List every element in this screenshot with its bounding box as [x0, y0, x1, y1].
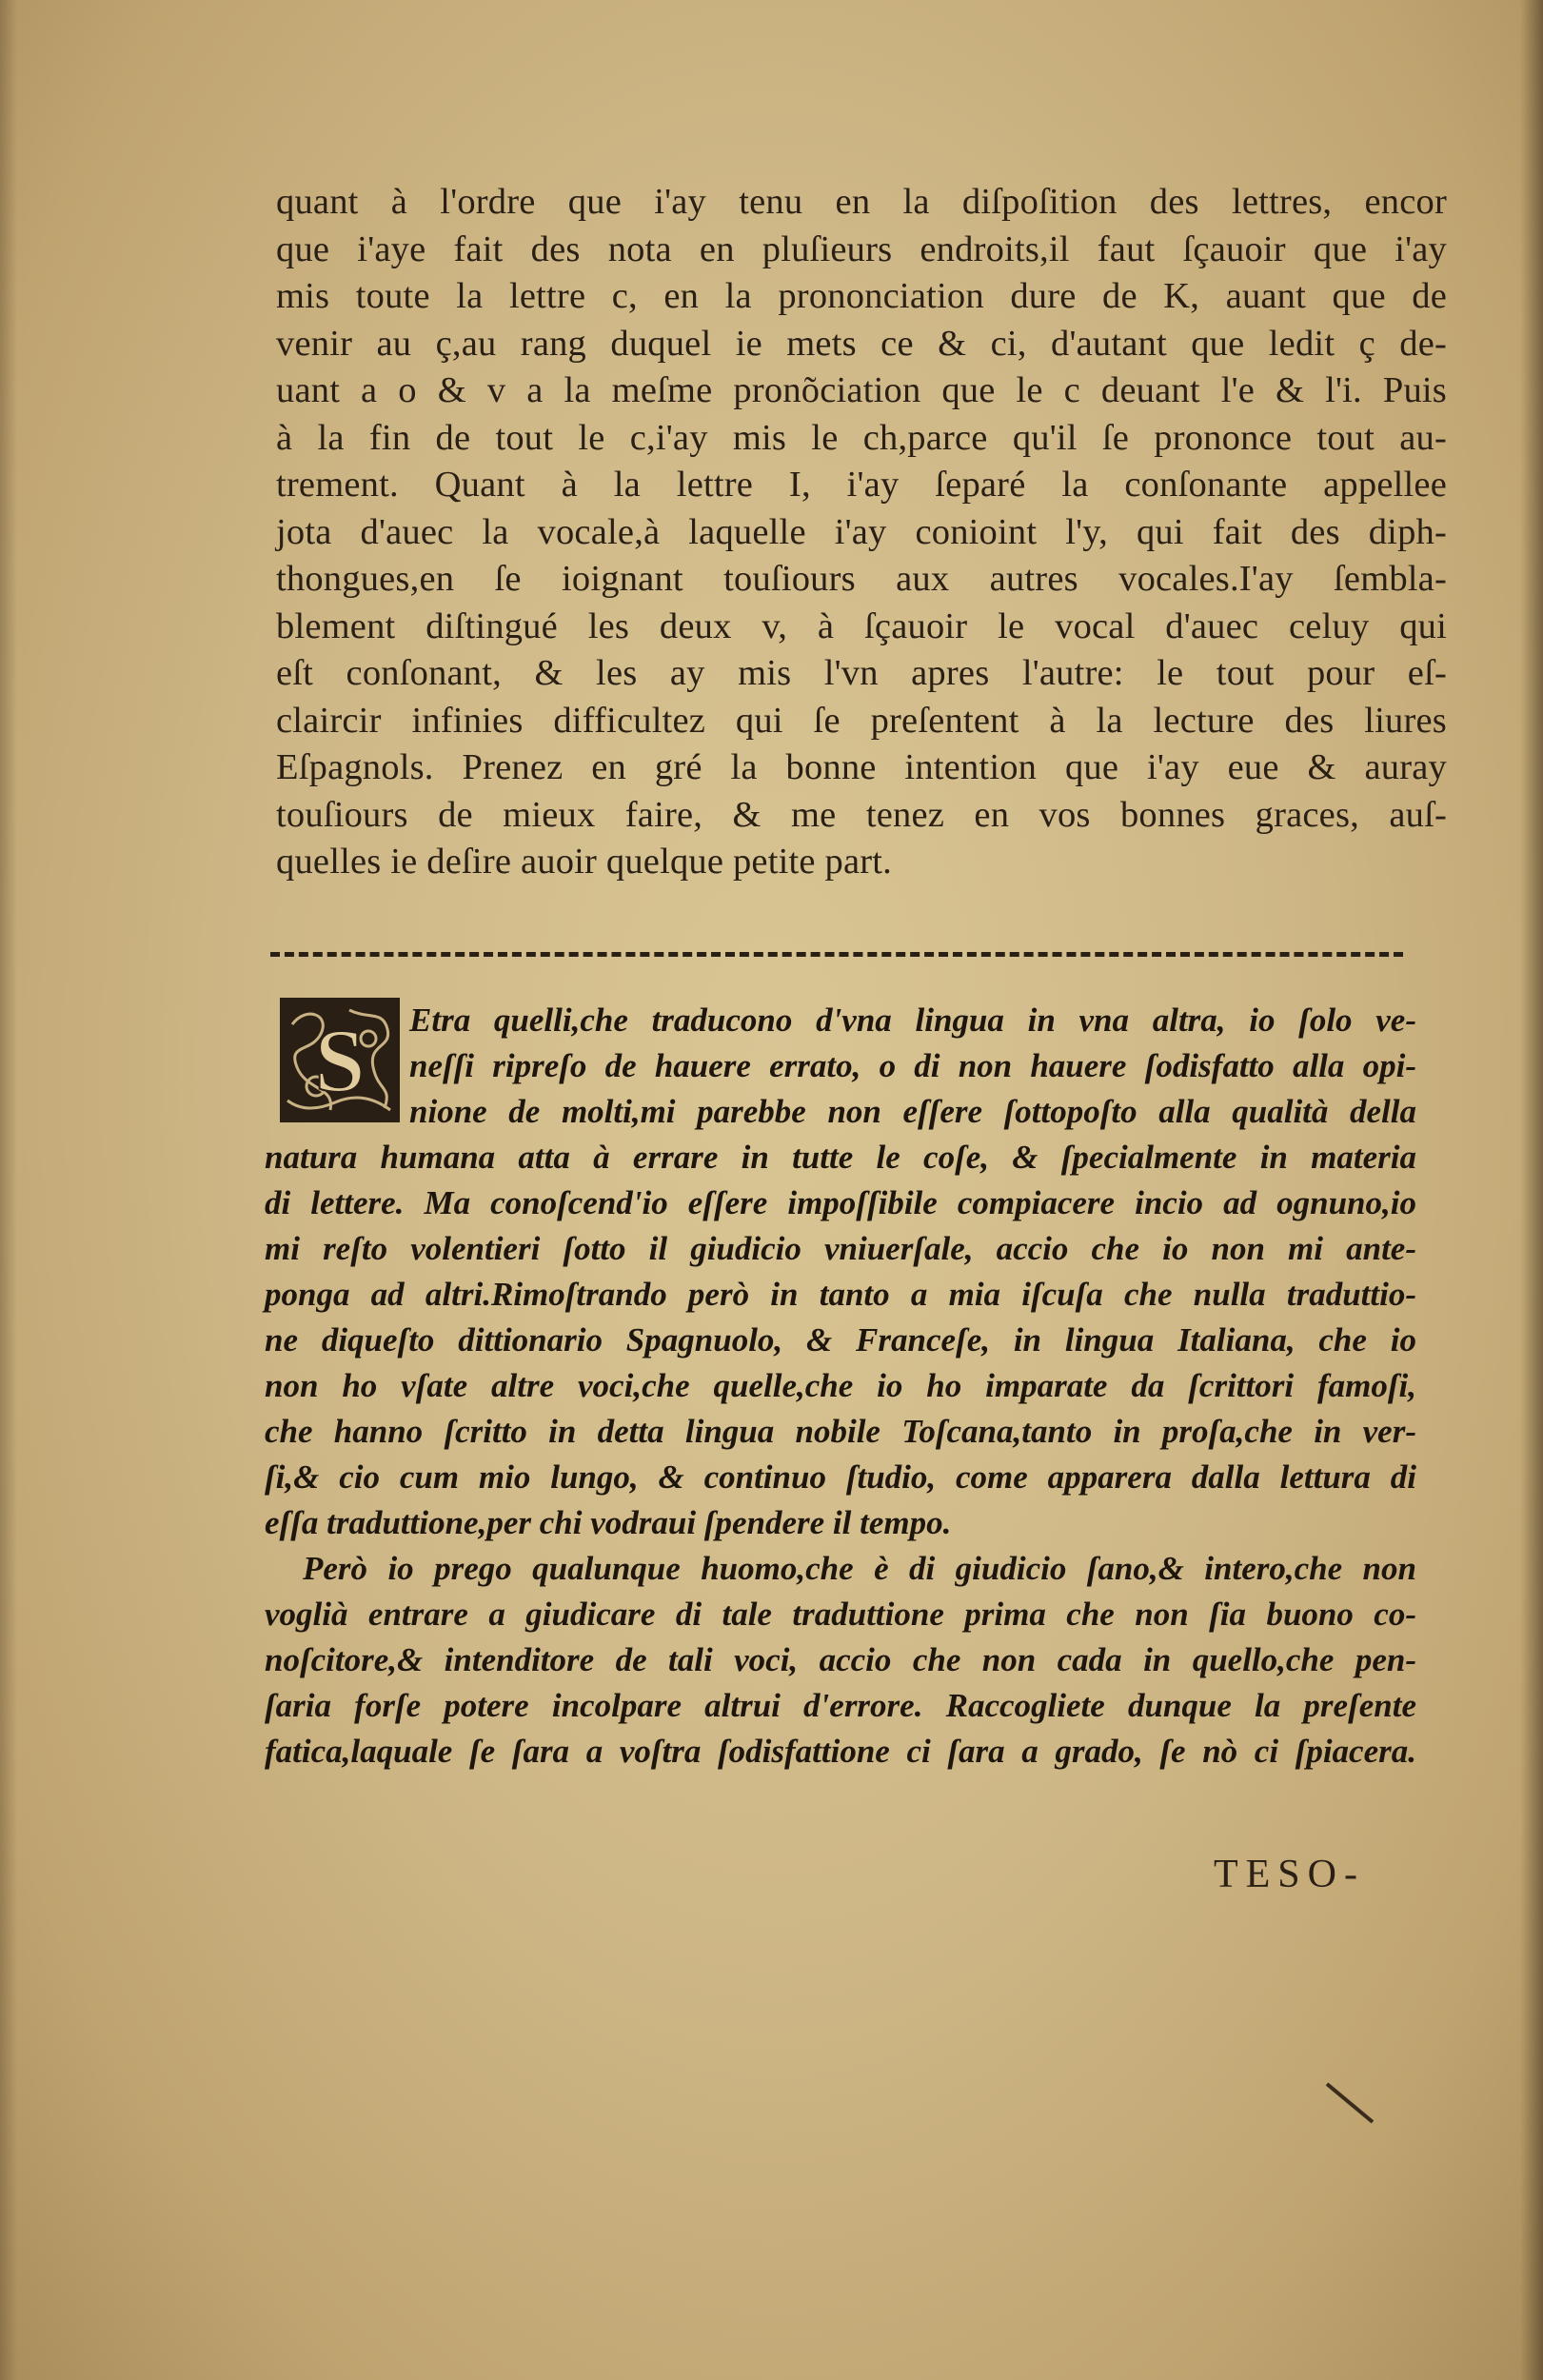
right-page-edge [1520, 0, 1543, 2380]
french-line: jota d'auec la vocale,à laquelle i'ay conioint l'y, qui fait des diph- [276, 511, 1447, 552]
italian-line: ne diqueſto dittionario Spagnuolo, & Franceſe, in lingua Italiana, che io [265, 1321, 1416, 1359]
italian-line: ſaria forſe potere incolpare altrui d'errore. Raccogliete dunque la preſente [265, 1687, 1416, 1724]
french-line: quelles ie deſire auoir quelque petite part. [276, 842, 893, 882]
catchword: TESO- [1214, 1853, 1365, 1896]
french-line: venir au ç,au rang duquel ie mets ce & ci, d'autant que ledit ç de- [276, 323, 1447, 364]
italian-line: di lettere. Ma conoſcend'io eſſere impoſſibile compiacere incio ad ognuno,io [265, 1184, 1416, 1221]
italian-line: voglià entrare a giudicare di tale traduttione prima che non ſia buono co- [265, 1596, 1416, 1633]
italian-line: natura humana atta à errare in tutte le coſe, & ſpecialmente in materia [265, 1139, 1416, 1176]
italian-line: fatica,laquale ſe ſara a voſtra ſodisfattione ci ſara a grado, ſe nò ci ſpiacera. [265, 1733, 1416, 1770]
french-line: mis toute la lettre c, en la prononciation dure de K, auant que de [276, 276, 1447, 316]
french-line: Eſpagnols. Prenez en gré la bonne intention que i'ay eue & auray [276, 747, 1447, 787]
italian-line: ponga ad altri.Rimoſtrando però in tanto a mia iſcuſa che nulla traduttio- [265, 1276, 1416, 1313]
italian-line: eſſa traduttione,per chi vodraui ſpendere il tempo. [265, 1504, 952, 1541]
italian-paragraph [265, 998, 1416, 1775]
italian-line: nione de molti,mi parebbe non eſſere ſottopoſto alla qualità della [409, 1093, 1416, 1130]
french-line: thongues,en ſe ioignant touſiours aux autres vocales.I'ay ſembla- [276, 559, 1447, 599]
italian-line: noſcitore,& intenditore de tali voci, accio che non cada in quello,che pen- [265, 1641, 1416, 1678]
french-line: touſiours de mieux faire, & me tenez en vos bonnes graces, auſ- [276, 794, 1447, 835]
italian-line: Però io prego qualunque huomo,che è di giudicio ſano,& intero,che non [303, 1550, 1416, 1587]
section-divider-rule [270, 952, 1403, 957]
italian-line: ſi,& cio cum mio lungo, & continuo ſtudio, come apparera dalla lettura di [265, 1458, 1416, 1496]
french-line: trement. Quant à la lettre I, i'ay ſeparé la conſonante appellee [276, 465, 1447, 505]
italian-line: non ho vſate altre voci,che quelle,che io ho imparate da ſcrittori famoſi, [265, 1367, 1416, 1404]
italian-line: che hanno ſcritto in detta lingua nobile Toſcana,tanto in proſa,che in ver- [265, 1413, 1416, 1450]
italian-line: mi reſto volentieri ſotto il giudicio vniuerſale, accio che io non mi ante- [265, 1230, 1416, 1267]
french-line: quant à l'ordre que i'ay tenu en la diſpoſition des lettres, encor [276, 182, 1447, 222]
initial-letter-glyph: S [314, 1010, 366, 1111]
italian-line: Etra quelli,che traducono d'vna lingua in vna altra, io ſolo ve- [409, 1002, 1416, 1039]
french-line: uant a o & v a la meſme pronõciation que le c deuant l'e & l'i. Puis [276, 370, 1447, 410]
italian-line: neſſi ripreſo de hauere errato, o di non hauere ſodisfatto alla opi- [409, 1047, 1416, 1084]
french-paragraph [276, 179, 1447, 886]
french-line: eſt conſonant, & les ay mis l'vn apres l'autre: le tout pour eſ- [276, 653, 1447, 693]
pen-stroke-mark [1323, 2080, 1380, 2128]
left-page-edge [0, 0, 17, 2380]
french-line: claircir infinies difficultez qui ſe preſentent à la lecture des liures [276, 700, 1447, 741]
french-line: à la fin de tout le c,i'ay mis le ch,parce qu'il ſe prononce tout au- [276, 417, 1447, 458]
french-line: que i'aye fait des nota en pluſieurs endroits,il faut ſçauoir que i'ay [276, 228, 1447, 269]
french-line: blement diſtingué les deux v, à ſçauoir le vocal d'auec celuy qui [276, 605, 1447, 646]
